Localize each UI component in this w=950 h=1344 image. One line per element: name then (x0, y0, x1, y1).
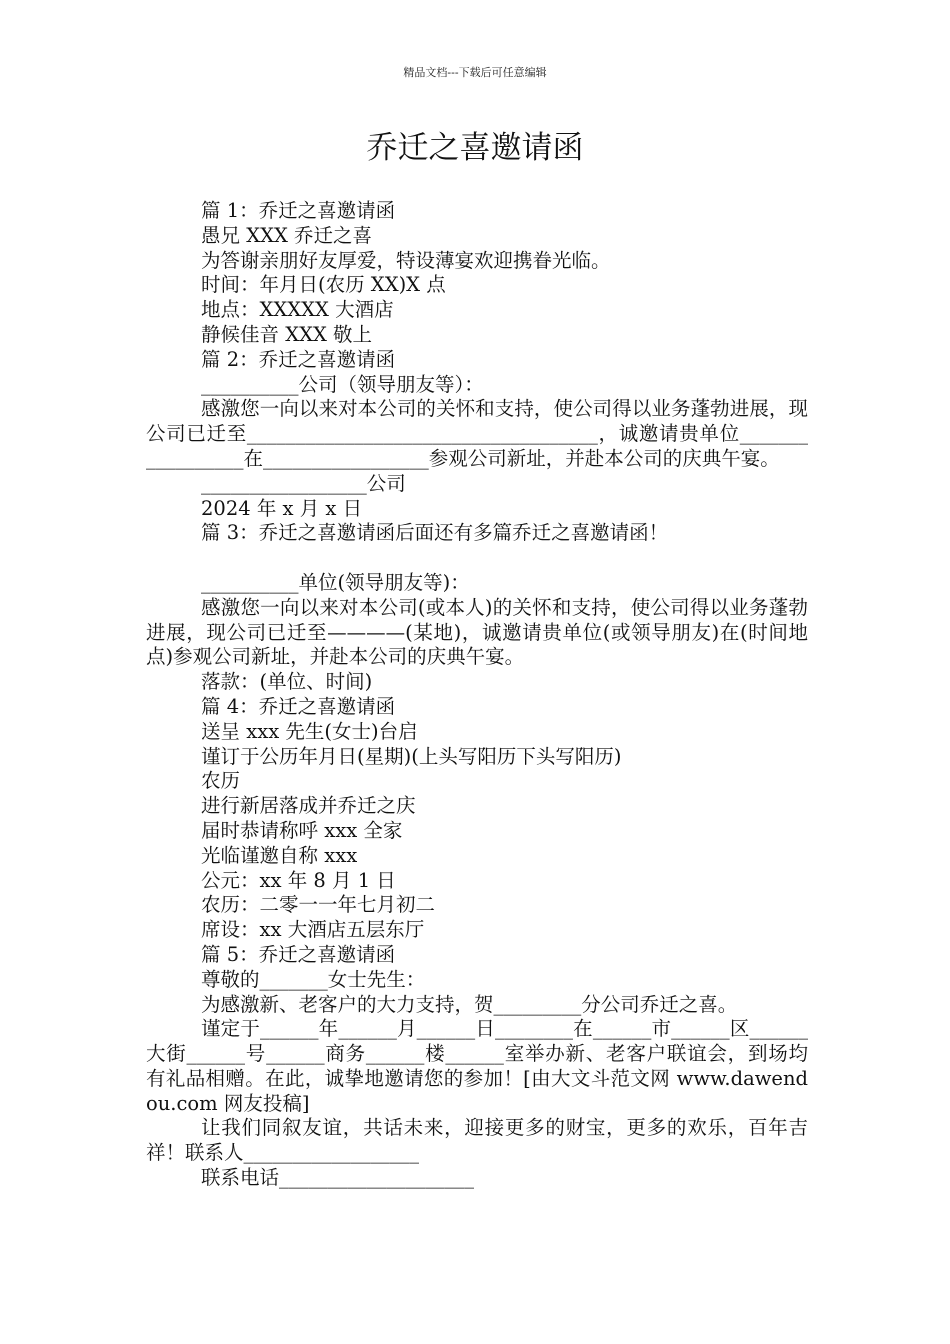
paragraph-line: 届时恭请称呼 xxx 全家 (201, 818, 403, 842)
document-title: 乔迁之喜邀请函 (366, 130, 584, 166)
venue-line: 席设：xx 大酒店五层东厅 (201, 918, 425, 942)
document-body (146, 199, 808, 1191)
salutation-line: __________公司（领导朋友等）： (201, 372, 484, 396)
date-line: 2024 年 x 月 x 日 (201, 496, 363, 520)
salutation-line: __________单位(领导朋友等)： (201, 570, 470, 594)
gregorian-date-line: 公元：xx 年 8 月 1 日 (201, 868, 396, 892)
section-3-heading: 篇 3：乔迁之喜邀请函后面还有多篇乔迁之喜邀请函！ (201, 521, 669, 545)
paragraph-line: 进行新居落成并乔迁之庆 (201, 794, 416, 818)
salutation-line: 尊敬的_______女士先生： (201, 967, 426, 991)
lunar-date-line: 农历：二零一一年七月初二 (201, 893, 436, 917)
paragraph-line: 为答谢亲朋好友厚爱，特设薄宴欢迎携眷光临。 (201, 248, 611, 272)
invitation-paragraph: 谨定于______年______月______日________在______市______区______大街______号______商务______楼______室举办新、老客户联谊会，到场均有礼品相赠。在此，诚挚地邀请您的参加！[由大文斗范文网 www.dawendou.com 网友投稿] (146, 1017, 808, 1115)
contact-phone-line: 联系电话____________________ (201, 1166, 475, 1190)
sign-off-line: 落款：(单位、时间) (201, 670, 373, 694)
section-5-heading: 篇 5：乔迁之喜邀请函 (201, 942, 396, 966)
paragraph-line: 光临谨邀自称 xxx (201, 843, 358, 867)
invitation-paragraph: 感激您一向以来对本公司的关怀和支持，使公司得以业务蓬勃进展，现公司已迁至____________________________________，诚邀请贵单位_________________在_________________参观公司新址，并赴本公司的庆典午宴。 (146, 397, 808, 470)
invitation-paragraph: 感激您一向以来对本公司(或本人)的关怀和支持，使公司得以业务蓬勃进展，现公司已迁至————(某地)，诚邀请贵单位(或领导朋友)在(时间地点)参观公司新址，并赴本公司的庆典午宴。 (146, 595, 808, 669)
paragraph-line: 为感激新、老客户的大力支持，贺_________分公司乔迁之喜。 (201, 992, 738, 1016)
paragraph-line: 谨订于公历年月日(星期)(上头写阳历下头写阳历) (201, 744, 622, 768)
signature-line: 静候佳音 XXX 敬上 (201, 322, 373, 346)
paragraph-line: 送呈 xxx 先生(女士)台启 (201, 719, 418, 743)
section-1-heading: 篇 1：乔迁之喜邀请函 (201, 199, 396, 222)
paragraph-line: 愚兄 XXX 乔迁之喜 (201, 223, 373, 247)
header-note: 精品文档---下载后可任意编辑 (403, 66, 547, 79)
company-signature-line: _________________公司 (201, 471, 406, 495)
time-line: 时间：年月日(农历 XX)X 点 (201, 273, 446, 297)
section-4-heading: 篇 4：乔迁之喜邀请函 (201, 694, 396, 718)
paragraph-line: 农历 (201, 769, 241, 793)
closing-paragraph: 让我们同叙友谊，共话未来，迎接更多的财宝，更多的欢乐，百年吉祥！联系人__________________ (146, 1116, 808, 1165)
blank-line (146, 546, 808, 571)
section-2-heading: 篇 2：乔迁之喜邀请函 (201, 347, 396, 371)
location-line: 地点：XXXXX 大酒店 (201, 298, 394, 322)
